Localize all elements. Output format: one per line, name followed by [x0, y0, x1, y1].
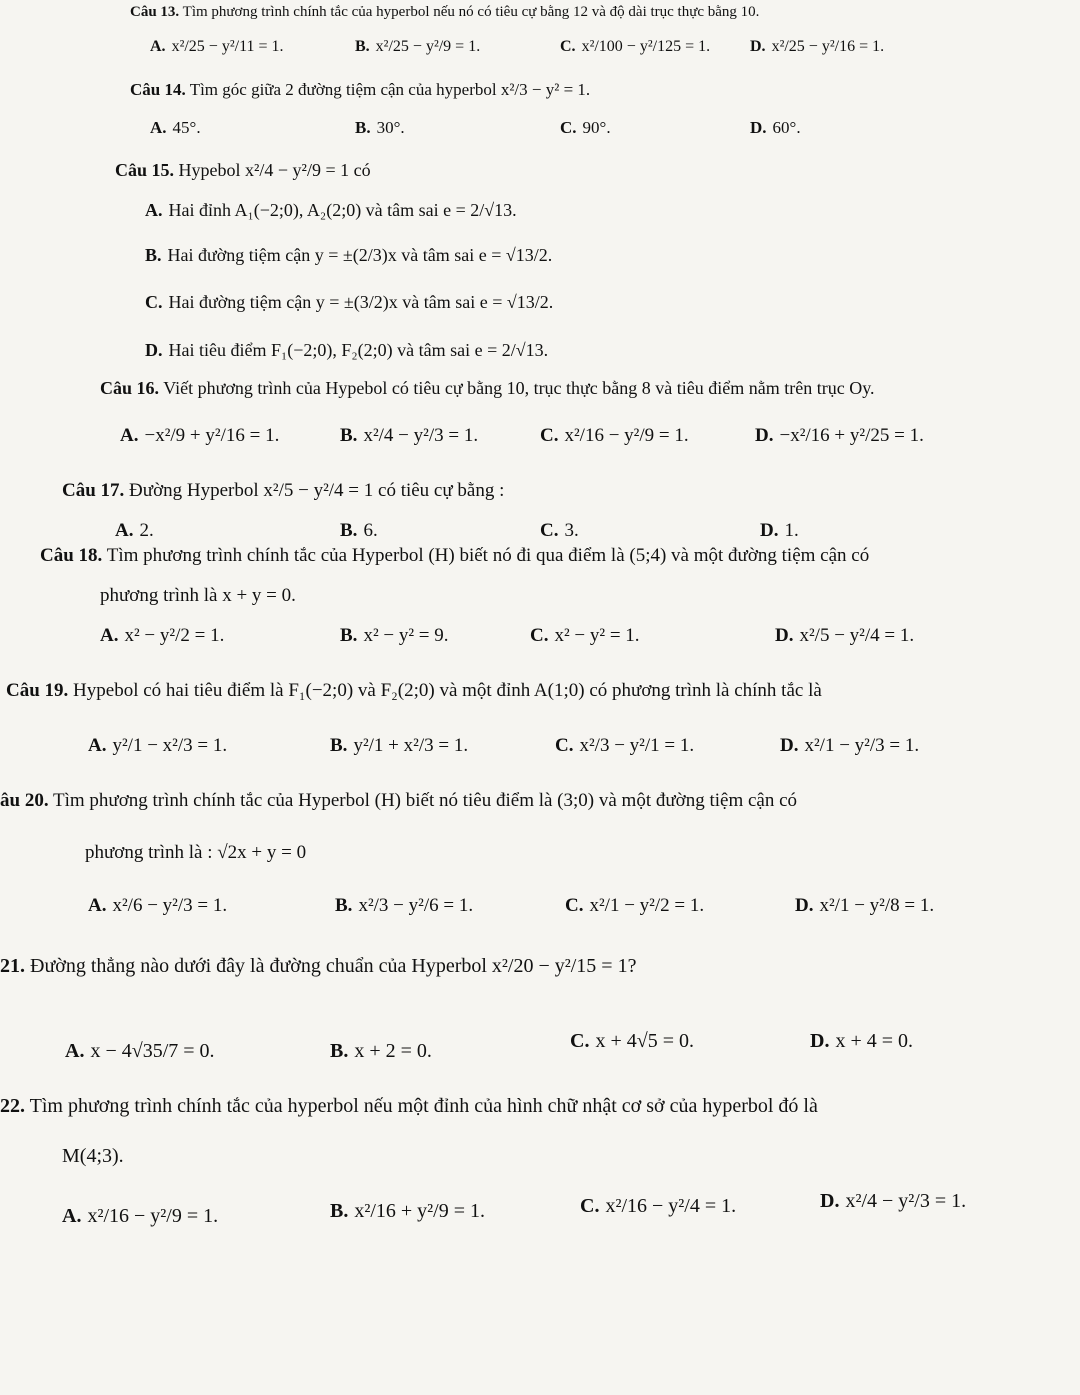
question-22: 22. Tìm phương trình chính tắc của hyperbol nếu một đỉnh của hình chữ nhật cơ sở của hyperbol đó là [0, 1095, 818, 1117]
option-c[interactable]: C. x²/1 − y²/2 = 1. [565, 895, 705, 916]
option-a[interactable]: A. x²/25 − y²/11 = 1. [150, 38, 284, 55]
option-b[interactable]: B. x² − y² = 9. [340, 625, 449, 646]
option-c[interactable]: C. 90°. [560, 118, 611, 137]
option-a[interactable]: A. Hai đỉnh A₁(−2;0), A₂(2;0) và tâm sai e = 2/√13. [145, 200, 517, 220]
question-number: Câu 13. [130, 4, 180, 20]
option-a[interactable]: A. x² − y²/2 = 1. [100, 625, 225, 646]
question-22-line2: M(4;3). [62, 1145, 124, 1167]
question-17: Câu 17. Đường Hyperbol x²/5 − y²/4 = 1 có tiêu cự bằng : [62, 480, 505, 501]
option-c[interactable]: C. x²/100 − y²/125 = 1. [560, 38, 711, 55]
option-c[interactable]: C. x²/16 − y²/9 = 1. [540, 425, 689, 446]
question-18: Câu 18. Tìm phương trình chính tắc của Hyperbol (H) biết nó đi qua điểm là (5;4) và một đường tiệm cận có [40, 545, 870, 566]
option-d[interactable]: D. x²/25 − y²/16 = 1. [750, 38, 885, 55]
question-16: Câu 16. Viết phương trình của Hypebol có tiêu cự bằng 10, trục thực bằng 8 và tiêu điểm nằm trên trục Oy. [100, 378, 875, 398]
option-d[interactable]: D. −x²/16 + y²/25 = 1. [755, 425, 924, 446]
option-b[interactable]: B. x²/3 − y²/6 = 1. [335, 895, 474, 916]
option-c[interactable]: C. x + 4√5 = 0. [570, 1030, 694, 1052]
option-d[interactable]: D. 60°. [750, 118, 801, 137]
option-d[interactable]: D. x²/1 − y²/8 = 1. [795, 895, 935, 916]
option-a[interactable]: A. −x²/9 + y²/16 = 1. [120, 425, 280, 446]
question-20: âu 20. Tìm phương trình chính tắc của Hyperbol (H) biết nó tiêu điểm là (3;0) và một đường tiệm cận có [0, 790, 798, 811]
option-c[interactable]: C. x² − y² = 1. [530, 625, 640, 646]
question-15: Câu 15. Hypebol x²/4 − y²/9 = 1 có [115, 160, 371, 180]
option-a[interactable]: A. 2. [115, 520, 154, 541]
option-a[interactable]: A. y²/1 − x²/3 = 1. [88, 735, 228, 756]
option-b[interactable]: B. x²/16 + y²/9 = 1. [330, 1200, 486, 1222]
option-d[interactable]: D. x²/5 − y²/4 = 1. [775, 625, 915, 646]
question-21: 21. Đường thẳng nào dưới đây là đường chuẩn của Hyperbol x²/20 − y²/15 = 1? [0, 955, 637, 977]
option-b[interactable]: B. 30°. [355, 118, 405, 137]
option-b[interactable]: B. x²/4 − y²/3 = 1. [340, 425, 479, 446]
option-a[interactable]: A. x²/16 − y²/9 = 1. [62, 1205, 219, 1227]
option-b[interactable]: B. x²/25 − y²/9 = 1. [355, 38, 481, 55]
question-14: Câu 14. Tìm góc giữa 2 đường tiệm cận của hyperbol x²/3 − y² = 1. [130, 80, 591, 99]
question-18-line2: phương trình là x + y = 0. [100, 585, 296, 606]
option-b[interactable]: B. Hai đường tiệm cận y = ±(2/3)x và tâm sai e = √13/2. [145, 245, 553, 265]
option-d[interactable]: D. Hai tiêu điểm F₁(−2;0), F₂(2;0) và tâm sai e = 2/√13. [145, 340, 549, 360]
option-d[interactable]: D. x²/4 − y²/3 = 1. [820, 1190, 967, 1212]
option-d[interactable]: D. x + 4 = 0. [810, 1030, 914, 1052]
option-b[interactable]: B. x + 2 = 0. [330, 1040, 432, 1062]
option-d[interactable]: D. x²/1 − y²/3 = 1. [780, 735, 920, 756]
option-b[interactable]: B. 6. [340, 520, 378, 541]
option-a[interactable]: A. 45°. [150, 118, 201, 137]
question-13 [130, 4, 759, 21]
question-20-line2: phương trình là : √2x + y = 0 [85, 842, 307, 863]
option-a[interactable]: A. x²/6 − y²/3 = 1. [88, 895, 228, 916]
option-a[interactable]: A. x − 4√35/7 = 0. [65, 1040, 215, 1062]
question-19: Câu 19. Hypebol có hai tiêu điểm là F₁(−2;0) và F₂(2;0) và một đỉnh A(1;0) có phương trình là chính tắc là [6, 680, 822, 701]
option-d[interactable]: D. 1. [760, 520, 799, 541]
option-c[interactable]: C. Hai đường tiệm cận y = ±(3/2)x và tâm sai e = √13/2. [145, 292, 554, 312]
option-c[interactable]: C. 3. [540, 520, 579, 541]
question-text: Tìm phương trình chính tắc của hyperbol nếu nó có tiêu cự bằng 12 và độ dài trục thực bằng 10. [182, 4, 760, 20]
option-c[interactable]: C. x²/3 − y²/1 = 1. [555, 735, 695, 756]
option-b[interactable]: B. y²/1 + x²/3 = 1. [330, 735, 469, 756]
option-c[interactable]: C. x²/16 − y²/4 = 1. [580, 1195, 737, 1217]
